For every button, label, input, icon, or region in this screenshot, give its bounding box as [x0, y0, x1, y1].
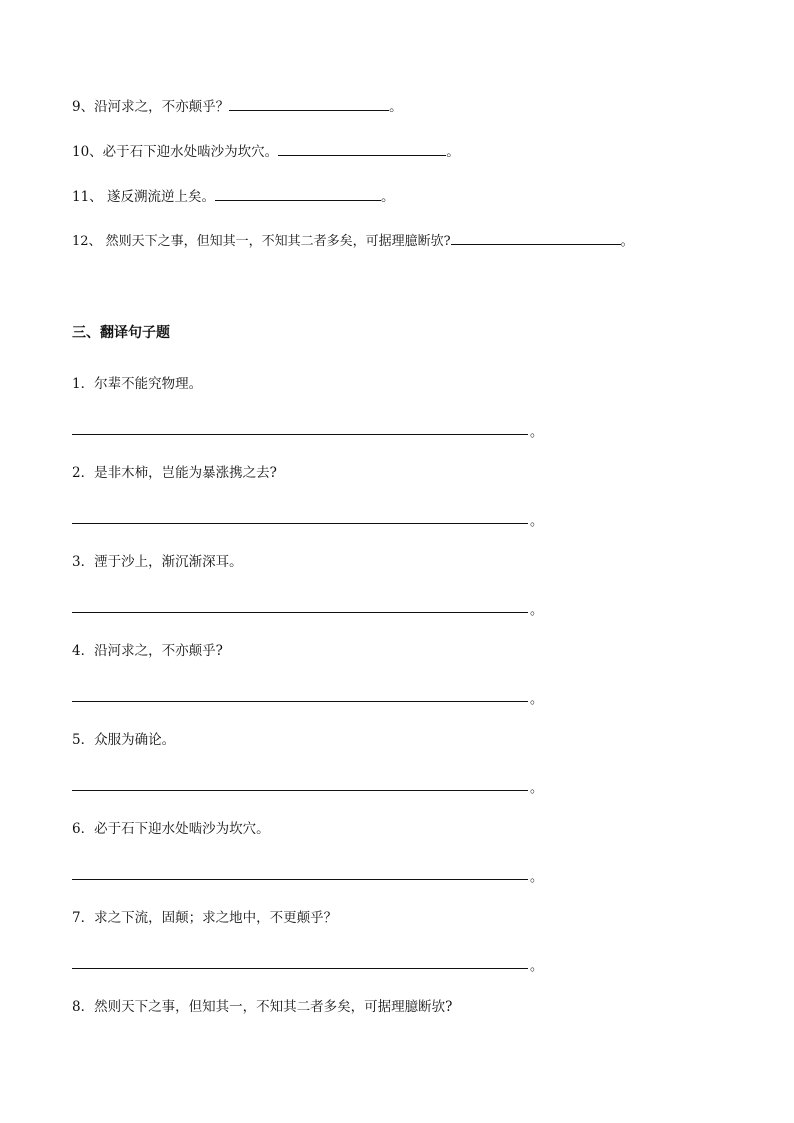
fill-item-10-period: 。: [446, 144, 460, 160]
translate-item-5: 5．众服为确论。: [72, 732, 176, 748]
answer-period-4: 。: [530, 692, 544, 707]
fill-item-11-text: 11、 遂反溯流逆上矣。: [72, 189, 215, 205]
fill-item-12-blank[interactable]: [451, 231, 621, 245]
fill-item-9-period: 。: [389, 99, 403, 115]
fill-item-9: [72, 97, 403, 116]
translate-item-8: 8．然则天下之事，但知其一，不知其二者多矣，可据理臆断欤?: [72, 999, 453, 1015]
translate-item-1: 1．尔辈不能究物理。: [72, 376, 203, 392]
answer-period-2: 。: [530, 514, 544, 529]
answer-period-5: 。: [530, 781, 544, 796]
translate-item-7: 7．求之下流，固颠；求之地中，不更颠乎？: [72, 910, 338, 926]
translate-item-6: 6．必于石下迎水处啮沙为坎穴。: [72, 821, 270, 837]
answer-line-5[interactable]: [72, 790, 528, 791]
answer-period-1: 。: [530, 425, 544, 440]
translate-item-2: 2．是非木柿，岂能为暴涨携之去?: [72, 465, 277, 481]
answer-line-7[interactable]: [72, 968, 528, 969]
fill-item-11: [72, 187, 394, 206]
fill-item-9-text: 9、沿河求之，不亦颠乎？: [72, 99, 230, 115]
answer-line-4[interactable]: [72, 701, 528, 702]
fill-item-11-period: 。: [380, 189, 395, 205]
fill-item-12-period: 。: [620, 234, 634, 249]
answer-period-3: 。: [530, 603, 544, 618]
answer-line-1[interactable]: [72, 434, 528, 435]
fill-item-9-blank[interactable]: [229, 97, 389, 111]
fill-item-12: [72, 231, 634, 251]
answer-line-2[interactable]: [72, 523, 528, 524]
fill-item-10-text: 10、必于石下迎水处啮沙为坎穴。: [72, 144, 279, 160]
fill-item-11-blank[interactable]: [215, 187, 381, 201]
answer-period-6: 。: [530, 870, 544, 885]
answer-line-3[interactable]: [72, 612, 528, 613]
translate-item-4: 4．沿河求之，不亦颠乎?: [72, 643, 223, 659]
fill-item-10-blank[interactable]: [278, 142, 446, 156]
answer-period-7: 。: [530, 959, 544, 974]
section-heading: 三、翻译句子题: [72, 325, 170, 341]
answer-line-6[interactable]: [72, 879, 528, 880]
translate-item-3: 3．湮于沙上，渐沉渐深耳。: [72, 554, 243, 570]
fill-item-10: [72, 142, 460, 161]
fill-item-12-text: 12、 然则天下之事，但知其一，不知其二者多矣，可据理臆断欤?: [72, 234, 451, 249]
